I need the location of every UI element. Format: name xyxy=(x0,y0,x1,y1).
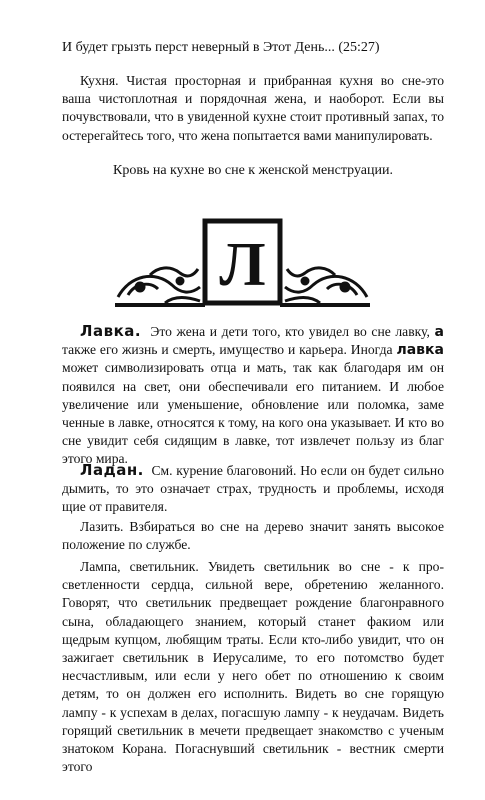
lavka-text-2: также его жизнь и смерть, имущество и карьера. Иногда xyxy=(62,342,393,358)
ladan-text: См. курение благовоний. Но если он будет сильно дымить, то это означает страх, трудность и проблемы, исходя щие от правителя. xyxy=(62,463,445,515)
ornament-right xyxy=(280,268,370,305)
entry-lazit xyxy=(62,518,444,554)
lazit-text: Лазить. Взбираться во сне на дерево значит занять высокое положение по службе. xyxy=(62,519,444,553)
lampa-text: Лампа, светильник. Увидеть светильник во сне - к про-светленности сердца, сильной вере, обретению желанного. Говорят, что светильник предвещает рождение благонравного сына, обладающего знанием, который станет факиом или щедрым купцом, любящим траты. Если кто-либо увидит, что он зажигает светильник в Иерусалиме, то его потомство будет несчастливым, или если у него обет по отношению к своим детям, то он должен его исполнить. Видеть во сне горящую лампу - к успехам в делах, погасшую лампу - к неудачам. Видеть горящий светильник в мечети предвещает знакомство с ученым знатоком Корана. Погаснувший светильник - вестник смерти этого xyxy=(62,559,444,775)
lavka-text-1: Это жена и дети того, кто увидел во сне лавку, xyxy=(150,324,430,339)
entry-lavka xyxy=(62,322,444,469)
kitchen-text: Кухня. Чистая просторная и прибранная кухня во сне-это ваша чистоплотная и порядочная жена, и наоборот. Если вы почувствовали, что в увиденной кухне стоит противный запах, то остерегайтесь того, что жена попытается вами манипулировать. xyxy=(62,73,444,143)
ladan-heading: Ладан. xyxy=(80,461,144,479)
kitchen-blood-line: Кровь на кухне во сне к женской менструации. xyxy=(113,163,393,178)
epigraph-quote: И будет грызть перст неверный в Этот День... (25:27) xyxy=(62,40,380,55)
ornament-left xyxy=(115,268,205,305)
lavka-bold-a: а xyxy=(434,324,444,340)
lavka-text-3: может символизировать отца и мать, так как благодаря им он появился на свет, они обеспечивали его питанием. И любое увеличение или уменьшение, обновление или поломка, заме ченные в лавке, относятся к тому, на кого она указывает. И кто во сне увидит себя сидящим в лавке, тот извлечет пользу из благ этого мира. xyxy=(62,360,444,467)
entry-lampa xyxy=(62,558,444,776)
lavka-bold-word: лавка xyxy=(396,342,444,359)
entry-ladan xyxy=(62,461,444,517)
lavka-heading: Лавка. xyxy=(80,322,142,340)
letter-emblem xyxy=(110,215,375,315)
entry-kitchen xyxy=(62,72,444,145)
drop-letter: Л xyxy=(219,231,266,299)
